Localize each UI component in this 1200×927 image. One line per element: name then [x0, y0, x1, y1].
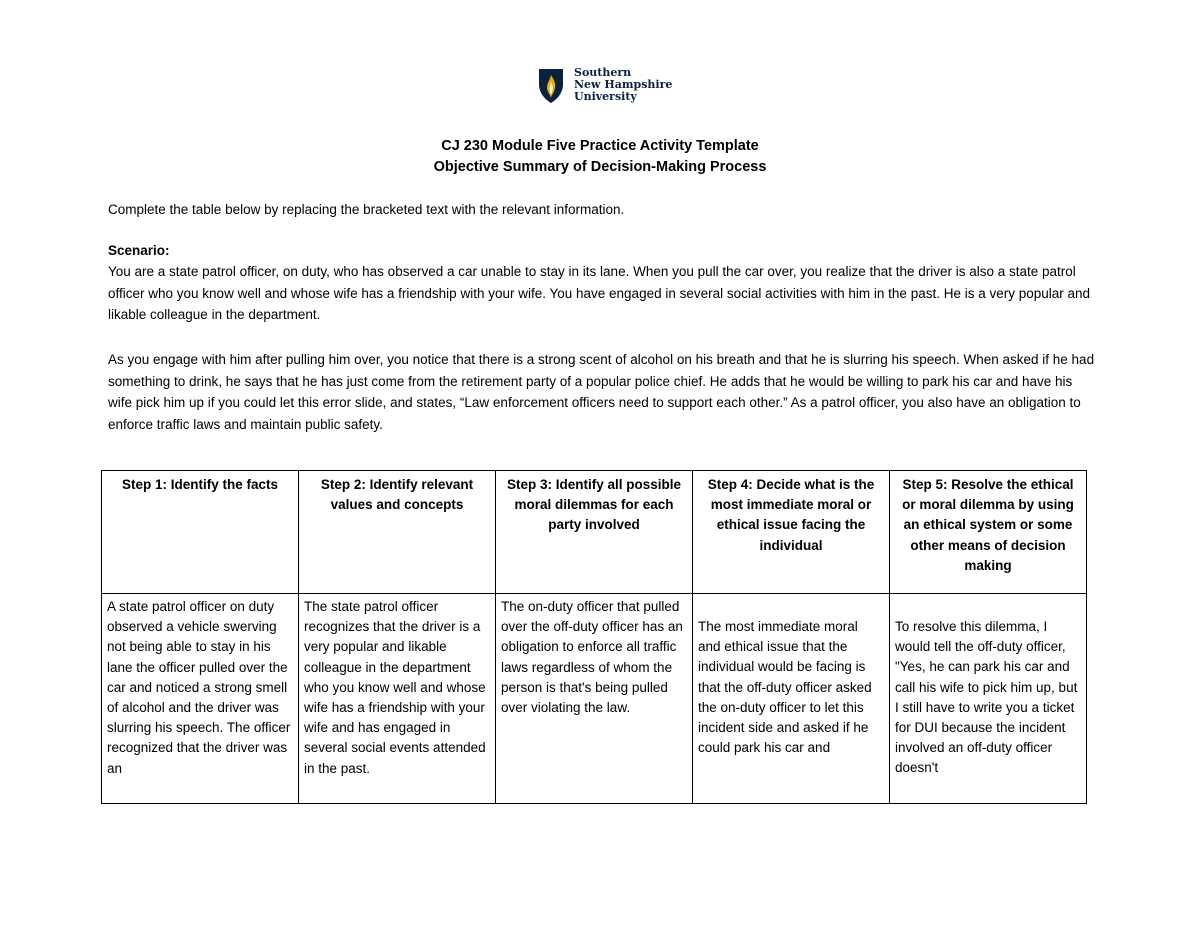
scenario-paragraph-1: You are a state patrol officer, on duty, who has observed a car unable to stay in its lane. When you pull the car over, you realize that the driver is also a state patrol officer who you know well and whose wife has a friendship with your wife. You have engaged in several social activities with him in the past. He is a very popular and likable colleague in the department. — [108, 264, 1091, 323]
cell-step-2[interactable] — [299, 594, 496, 804]
snhu-logo — [538, 66, 678, 108]
logo-line-1: Southern — [574, 66, 632, 79]
cell-step-3-text: The on-duty officer that pulled over the off-duty officer has an obligation to enforce all traffic laws regardless of whom the person is that's being pulled over violating the law. — [501, 599, 683, 716]
cell-step-4[interactable] — [693, 594, 890, 804]
cell-step-5-text: To resolve this dilemma, I would tell the off-duty officer, "Yes, he can park his car and call his wife to pick him up, but I still have to write you a ticket for DUI because the incident involved an off-duty officer doesn't — [895, 619, 1078, 776]
header-step-1: Step 1: Identify the facts — [102, 471, 299, 594]
header-step-4: Step 4: Decide what is the most immediate moral or ethical issue facing the individual — [693, 471, 890, 594]
document-subtitle: Objective Summary of Decision-Making Process — [433, 159, 767, 175]
cell-step-2-text: The state patrol officer recognizes that the driver is a very popular and likable colleague in the department who you know well and whose wife has a friendship with your wife and has engaged in several social events attended in the past. — [304, 599, 486, 776]
logo-line-3: University — [574, 90, 637, 103]
scenario-label: Scenario: — [108, 243, 170, 258]
cell-step-5[interactable] — [890, 594, 1087, 804]
document-title: CJ 230 Module Five Practice Activity Template — [441, 138, 759, 154]
logo-line-2: New Hampshire — [574, 78, 673, 91]
snhu-wordmark — [574, 67, 672, 103]
table-header-row — [102, 471, 1087, 594]
snhu-shield-icon — [538, 68, 564, 104]
cell-step-1[interactable] — [102, 594, 299, 804]
cell-step-1-text: A state patrol officer on duty observed a vehicle swerving not being able to stay in his lane the officer pulled over the car and noticed a strong smell of alcohol and the driver was slurring his speech. The officer recognized that the driver was an — [107, 599, 291, 776]
decision-steps-table — [101, 470, 1087, 804]
header-step-5: Step 5: Resolve the ethical or moral dilemma by using an ethical system or some other means of decision making — [890, 471, 1087, 594]
header-step-3: Step 3: Identify all possible moral dilemmas for each party involved — [496, 471, 693, 594]
cell-step-4-text: The most immediate moral and ethical issue that the individual would be facing is that the off-duty officer asked the on-duty officer to let this incident side and asked if he could park his car and — [698, 619, 872, 756]
cell-step-3[interactable] — [496, 594, 693, 804]
instructions-text: Complete the table below by replacing the bracketed text with the relevant information. — [108, 202, 625, 217]
scenario-paragraph-2: As you engage with him after pulling him over, you notice that there is a strong scent of alcohol on his breath and that he is slurring his speech. When asked if he had something to drink, he says that he has just come from the retirement party of a popular police chief. He adds that he would be willing to park his car and have his wife pick him up if you could let this error slide, and states, “Law enforcement officers need to support each other.” As a patrol officer, you also have an obligation to enforce traffic laws and maintain public safety. — [108, 352, 1095, 432]
header-step-2: Step 2: Identify relevant values and concepts — [299, 471, 496, 594]
table-row — [102, 594, 1087, 804]
